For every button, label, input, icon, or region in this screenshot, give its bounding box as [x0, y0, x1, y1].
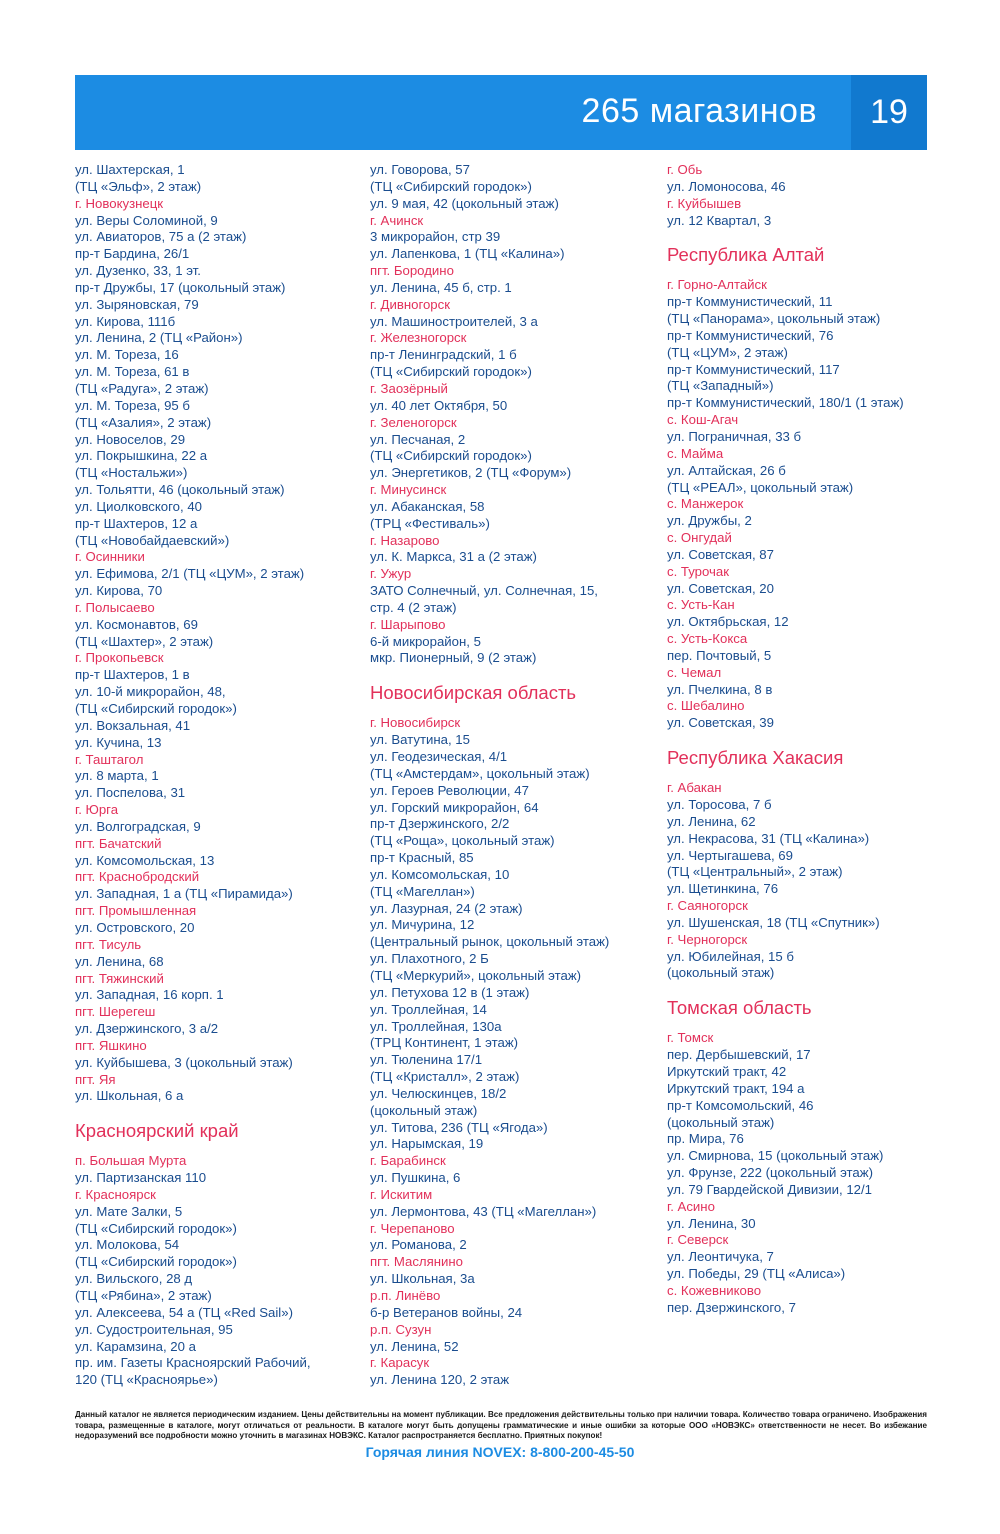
store-address: пр-т Красный, 85 [370, 850, 474, 866]
store-address: ул. Школьная, 3а [370, 1271, 475, 1287]
store-address: ул. Мате Залки, 5 [75, 1203, 183, 1219]
store-address: ул. М. Тореза, 16 [75, 347, 179, 363]
city-name: пгт. Яшкино [75, 1037, 147, 1053]
store-address: ул. Ленина, 62 [667, 813, 756, 829]
store-address: пер. Дербышевский, 17 [667, 1047, 811, 1063]
store-address: ул. М. Тореза, 95 б [75, 397, 190, 413]
city-name: г. Ужур [370, 566, 412, 582]
store-address: ул. Щетинкина, 76 [667, 881, 779, 897]
city-name: г. Искитим [370, 1186, 433, 1202]
store-address: ул. Энергетиков, 2 (ТЦ «Форум») [370, 465, 572, 481]
store-address: ул. 10-й микрорайон, 48, [75, 684, 226, 700]
store-address: пр-т Коммунистический, 76 [667, 327, 834, 343]
store-address: (цокольный этаж) [370, 1102, 478, 1118]
store-address: ул. Волгоградская, 9 [75, 818, 201, 834]
store-address: ул. Западная, 1 а (ТЦ «Пирамида») [75, 886, 293, 902]
store-address: (ТЦ «Сибирский городок») [370, 178, 532, 194]
store-address: ул. Зыряновская, 79 [75, 296, 199, 312]
store-address: ул. Советская, 87 [667, 546, 774, 562]
store-address: ул. Плахотного, 2 Б [370, 951, 489, 967]
store-address: (ТЦ «Западный») [667, 378, 774, 394]
store-address: (ТРЦ «Фестиваль») [370, 515, 490, 531]
store-address: пр-т Комсомольский, 46 [667, 1097, 814, 1113]
store-address: ул. Леонтичука, 7 [667, 1249, 774, 1265]
city-name: г. Новосибирск [370, 715, 461, 731]
city-name: с. Майма [667, 445, 724, 461]
store-address: (ТЦ «Центральный», 2 этаж) [667, 864, 843, 880]
store-address: ул. Советская, 20 [667, 580, 774, 596]
city-name: г. Минусинск [370, 482, 447, 498]
city-name: г. Асино [667, 1198, 715, 1214]
city-name: с. Кош-Агач [667, 412, 739, 428]
store-address: ул. Романова, 2 [370, 1237, 467, 1253]
store-address: пер. Почтовый, 5 [667, 647, 772, 663]
store-address: (ТЦ «Новобайдаевский») [75, 532, 230, 548]
store-address: ул. Лермонтова, 43 (ТЦ «Магеллан») [370, 1203, 597, 1219]
store-address: (цокольный этаж) [667, 1114, 775, 1130]
store-address: (ТЦ «Роща», цокольный этаж) [370, 833, 555, 849]
store-address: 6-й микрорайон, 5 [370, 633, 481, 649]
store-address: пр-т Коммунистический, 11 [667, 294, 833, 310]
city-name: г. Зеленогорск [370, 414, 457, 430]
store-address: ул. Вильского, 28 д [75, 1271, 193, 1287]
store-address: ул. Ленина, 68 [75, 953, 164, 969]
store-address: ул. Космонавтов, 69 [75, 616, 198, 632]
city-name: р.п. Линёво [370, 1288, 441, 1303]
store-address: ул. Авиаторов, 75 а (2 этаж) [75, 229, 247, 245]
city-name: с. Усть-Кокса [667, 631, 748, 647]
store-address: ул. Островского, 20 [75, 919, 195, 935]
hotline: Горячая линия NOVEX: 8-800-200-45-50 [365, 1444, 635, 1460]
store-address: пр-т Дружбы, 17 (цокольный этаж) [75, 279, 286, 295]
store-address: ул. Петухова 12 в (1 этаж) [370, 984, 530, 1000]
store-address: ул. Алексеева, 54 а (ТЦ «Red Sail») [75, 1304, 293, 1320]
city-name: г. Саяногорск [667, 898, 748, 914]
city-name: г. Юрга [75, 802, 119, 818]
store-address: ул. Фрунзе, 222 (цокольный этаж) [667, 1165, 873, 1181]
store-address: ул. Тюленина 17/1 [370, 1052, 483, 1068]
store-address: ул. 40 лет Октября, 50 [370, 397, 508, 413]
city-name: г. Томск [667, 1030, 714, 1046]
store-address: ул. Троллейная, 14 [370, 1001, 487, 1017]
city-name: г. Новокузнецк [75, 195, 164, 211]
city-name: пгт. Тяжинский [75, 970, 164, 986]
store-address: ул. Ленина, 52 [370, 1338, 459, 1354]
store-address: ул. 12 Квартал, 3 [667, 212, 772, 228]
store-address: ул. Поспелова, 31 [75, 785, 186, 801]
city-name: с. Шебалино [667, 698, 745, 714]
city-name: пгт. Маслянино [370, 1254, 464, 1270]
store-address: ул. Геодезическая, 4/1 [370, 749, 508, 764]
page-number: 19 [851, 75, 927, 150]
store-address: ул. Советская, 39 [667, 715, 774, 731]
store-address: (ТЦ «Сибирский городок») [370, 448, 532, 464]
store-address: ул. Троллейная, 130а [370, 1018, 502, 1034]
store-address: ул. 8 марта, 1 [75, 768, 159, 784]
city-name: г. Прокопьевск [75, 650, 164, 666]
store-address: ул. Дружбы, 2 [667, 513, 752, 529]
store-address: ул. Машиностроителей, 3 а [370, 313, 538, 329]
store-address: ул. Говорова, 57 [370, 162, 470, 177]
store-address: (ТЦ «Сибирский городок») [370, 364, 532, 380]
store-address: мкр. Пионерный, 9 (2 этаж) [370, 650, 537, 666]
store-address: ул. Юбилейная, 15 б [667, 948, 794, 964]
store-column-3 [667, 162, 957, 1317]
store-address: ул. Циолковского, 40 [75, 498, 202, 514]
store-address: (ТЦ «РЕАЛ», цокольный этаж) [667, 479, 854, 495]
city-name: г. Таштагол [75, 751, 144, 767]
city-name: пгт. Тисуль [75, 936, 142, 952]
city-name: г. Черепаново [370, 1220, 455, 1236]
store-address: пр-т Шахтеров, 1 в [75, 667, 190, 683]
store-address: (ТЦ «Амстердам», цокольный этаж) [370, 765, 590, 781]
store-address: ул. Героев Революции, 47 [370, 782, 529, 798]
store-address: пр-т Бардина, 26/1 [75, 246, 190, 262]
store-address: ул. Октябрьская, 12 [667, 614, 789, 630]
store-column-1 [75, 162, 365, 1389]
store-address: ул. 79 Гвардейской Дивизии, 12/1 [667, 1181, 872, 1197]
region-heading: Республика Алтай [667, 244, 825, 266]
store-address: ул. Торосова, 7 б [667, 797, 772, 812]
store-address: (цокольный этаж) [667, 965, 775, 981]
store-address: пр-т Ленинградский, 1 б [370, 347, 517, 363]
city-name: г. Черногорск [667, 931, 748, 947]
city-name: г. Дивногорск [370, 296, 450, 312]
city-name: пгт. Промышленная [75, 903, 197, 919]
store-address: ул. Абаканская, 58 [370, 498, 485, 514]
city-name: г. Куйбышев [667, 195, 742, 211]
store-address: пр-т Коммунистический, 180/1 (1 этаж) [667, 395, 904, 411]
store-address: ул. Победы, 29 (ТЦ «Алиса») [667, 1266, 846, 1282]
city-name: пгт. Шерегеш [75, 1004, 156, 1020]
store-address: ул. Ленина, 45 б, стр. 1 [370, 279, 512, 295]
store-address: ул. Кирова, 111б [75, 313, 176, 329]
store-address: ул. 9 мая, 42 (цокольный этаж) [370, 195, 559, 211]
store-address: ул. Горский микрорайон, 64 [370, 799, 539, 815]
header-title: 265 магазинов [581, 92, 817, 130]
footer-disclaimer: Данный каталог не является периодическим изданием. Цены действительны на момент публикации. Все предложения действительны только при наличии товара. Количество товара ограничено. Изображения товара, размещенные в каталоге, могут отличаться от реальности. В каталоге могут быть допущены грамматические и иные ошибки за которые ООО «НОВЭКС» ответственности не несет. Во избежание недоразумений все подробности можно уточнить в магазинах НОВЭКС. Каталог распространяется бесплатно. Приятных покупок! [75, 1410, 927, 1441]
store-address: пр-т Шахтеров, 12 а [75, 515, 198, 531]
store-address: (ТЦ «Азалия», 2 этаж) [75, 414, 212, 430]
city-name: г. Абакан [667, 780, 722, 796]
city-name: г. Железногорск [370, 330, 467, 346]
city-name: г. Назарово [370, 532, 440, 548]
store-address: ул. Пушкина, 6 [370, 1170, 461, 1186]
store-address: ул. Смирнова, 15 (цокольный этаж) [667, 1148, 884, 1164]
region-heading: Новосибирская область [370, 682, 577, 704]
store-address: (ТЦ «Сибирский городок») [75, 701, 237, 716]
store-address: ул. Шушенская, 18 (ТЦ «Спутник») [667, 914, 880, 930]
city-name: г. Полысаево [75, 599, 155, 615]
store-address: ул. Шахтерская, 1 [75, 162, 185, 177]
city-name: пгт. Яя [75, 1071, 116, 1087]
store-address: (ТЦ «Сибирский городок») [75, 1220, 237, 1236]
store-address: ул. Карамзина, 20 а [75, 1338, 196, 1354]
store-address: ул. Мичурина, 12 [370, 917, 475, 933]
store-address: ул. Судостроительная, 95 [75, 1321, 233, 1337]
region-heading: Республика Хакасия [667, 747, 844, 769]
store-address: ул. Лапенкова, 1 (ТЦ «Калина») [370, 246, 565, 262]
store-address: (ТЦ «ЦУМ», 2 этаж) [667, 344, 788, 360]
store-address: (ТЦ «Эльф», 2 этаж) [75, 178, 202, 194]
store-address: ул. Кирова, 70 [75, 583, 163, 599]
store-address: 3 микрорайон, стр 39 [370, 229, 501, 245]
store-address: ул. Вокзальная, 41 [75, 717, 191, 733]
city-name: пгт. Бородино [370, 263, 454, 279]
store-address: ул. Покрышкина, 22 а [75, 448, 208, 464]
store-address: пр-т Коммунистический, 117 [667, 361, 840, 377]
store-address: (ТЦ «Ностальжи») [75, 465, 188, 481]
store-address: ул. М. Тореза, 61 в [75, 364, 190, 380]
store-address: ул. Дузенко, 33, 1 эт. [75, 263, 201, 279]
city-name: с. Усть-Кан [667, 597, 735, 613]
store-address: ул. Ленина, 2 (ТЦ «Район») [75, 330, 243, 346]
store-address: ул. Западная, 16 корп. 1 [75, 987, 224, 1003]
store-address: ул. Комсомольская, 10 [370, 866, 510, 882]
store-address: ул. Тольятти, 46 (цокольный этаж) [75, 482, 285, 498]
store-address: ул. Песчаная, 2 [370, 431, 466, 447]
city-name: пгт. Бачатский [75, 835, 162, 851]
city-name: с. Турочак [667, 563, 730, 579]
city-name: г. Красноярск [75, 1186, 156, 1202]
store-address: ул. Куйбышева, 3 (цокольный этаж) [75, 1054, 293, 1070]
city-name: с. Чемал [667, 664, 722, 680]
store-address: (ТЦ «Шахтер», 2 этаж) [75, 633, 214, 649]
city-name: п. Большая Мурта [75, 1153, 187, 1169]
city-name: г. Осинники [75, 549, 145, 565]
store-address: ул. Школьная, 6 а [75, 1088, 184, 1104]
store-address: (Центральный рынок, цокольный этаж) [370, 934, 610, 950]
store-address: ул. Молокова, 54 [75, 1237, 180, 1253]
city-name: с. Манжерок [667, 496, 744, 512]
page-header [75, 75, 927, 150]
store-address: (ТЦ «Магеллан») [370, 883, 475, 899]
store-address: ул. К. Маркса, 31 а (2 этаж) [370, 549, 537, 565]
store-address: ул. Нарымская, 19 [370, 1136, 484, 1152]
city-name: с. Онгудай [667, 530, 732, 546]
store-address: ул. Ломоносова, 46 [667, 178, 786, 194]
store-address: ул. Ленина 120, 2 этаж [370, 1372, 510, 1388]
store-address: Иркутский тракт, 194 а [667, 1080, 805, 1096]
city-name: г. Шарыпово [370, 616, 446, 632]
store-address: ул. Ефимова, 2/1 (ТЦ «ЦУМ», 2 этаж) [75, 566, 305, 582]
store-address: ул. Чертыгашева, 69 [667, 847, 793, 863]
store-address: ул. Новоселов, 29 [75, 431, 186, 447]
region-heading: Красноярский край [75, 1120, 239, 1142]
store-address: стр. 4 (2 этаж) [370, 599, 457, 615]
store-address: ул. Челюскинцев, 18/2 [370, 1085, 507, 1101]
store-address: (ТЦ «Рябина», 2 этаж) [75, 1288, 212, 1303]
store-address: ул. Кучина, 13 [75, 734, 162, 750]
store-address: ул. Некрасова, 31 (ТЦ «Калина») [667, 830, 870, 846]
store-address: (ТРЦ Континент, 1 этаж) [370, 1035, 519, 1051]
region-heading: Томская область [667, 997, 812, 1019]
store-address: пер. Дзержинского, 7 [667, 1299, 796, 1315]
store-address: пр. Мира, 76 [667, 1131, 744, 1147]
store-address: 120 (ТЦ «Красноярье») [75, 1372, 218, 1388]
store-address: ул. Дзержинского, 3 а/2 [75, 1021, 219, 1037]
store-address: (ТЦ «Панорама», цокольный этаж) [667, 311, 881, 327]
store-address: ул. Титова, 236 (ТЦ «Ягода») [370, 1119, 548, 1135]
store-address: (ТЦ «Радуга», 2 этаж) [75, 380, 209, 396]
store-address: (ТЦ «Кристалл», 2 этаж) [370, 1069, 520, 1085]
store-address: пр-т Дзержинского, 2/2 [370, 816, 510, 832]
store-address: ул. Партизанская 110 [75, 1170, 207, 1186]
store-address: ул. Ленина, 30 [667, 1215, 756, 1231]
store-address: ул. Ватутина, 15 [370, 732, 470, 748]
store-address: ул. Лазурная, 24 (2 этаж) [370, 900, 523, 916]
city-name: с. Кожевниково [667, 1282, 762, 1298]
city-name: пгт. Краснобродский [75, 869, 200, 885]
city-name: г. Обь [667, 162, 703, 177]
city-name: г. Северск [667, 1232, 729, 1248]
store-address: ЗАТО Солнечный, ул. Солнечная, 15, [370, 583, 598, 599]
city-name: г. Карасук [370, 1355, 430, 1371]
store-address: пр. им. Газеты Красноярский Рабочий, [75, 1355, 311, 1371]
store-address: (ТЦ «Сибирский городок») [75, 1254, 237, 1270]
store-address: ул. Алтайская, 26 б [667, 462, 786, 478]
store-address: б-р Ветеранов войны, 24 [370, 1304, 523, 1320]
city-name: г. Горно-Алтайск [667, 277, 767, 293]
store-address: (ТЦ «Меркурий», цокольный этаж) [370, 967, 582, 983]
store-column-2 [370, 162, 660, 1389]
city-name: г. Барабинск [370, 1153, 446, 1169]
store-address: ул. Пограничная, 33 б [667, 428, 802, 444]
city-name: г. Ачинск [370, 212, 424, 228]
store-address: Иркутский тракт, 42 [667, 1063, 787, 1079]
store-address: ул. Пчелкина, 8 в [667, 681, 773, 697]
city-name: р.п. Сузун [370, 1321, 432, 1337]
city-name: г. Заозёрный [370, 380, 448, 396]
store-address: ул. Веры Соломиной, 9 [75, 212, 218, 228]
store-address: ул. Комсомольская, 13 [75, 852, 215, 868]
